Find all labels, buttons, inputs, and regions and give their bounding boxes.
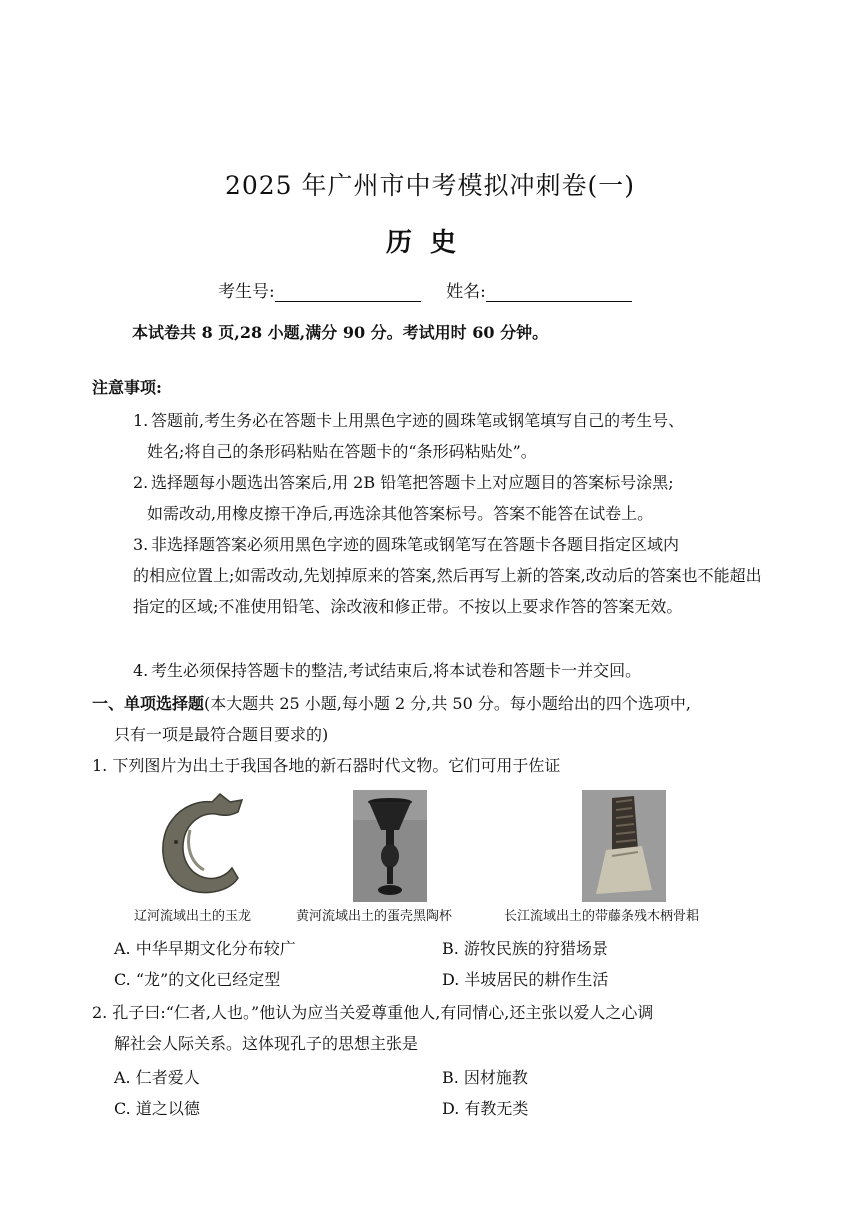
name-label: 姓名: [446,282,486,302]
note-line: 非选择题答案必须用黑色字迹的圆珠笔或钢笔写在答题卡各题目指定区域内 [151,535,680,554]
exam-info: 本试卷共 8 页,28 小题,满分 90 分。考试用时 60 分钟。 [132,323,549,342]
q1-option-d: D. 半坡居民的耕作生活 [442,970,609,989]
question-2-line2: 解社会人际关系。这体现孔子的思想主张是 [114,1034,419,1053]
q2-option-c: C. 道之以德 [114,1099,200,1118]
exam-subject: 历史 [385,228,474,258]
note-continuation: 的相应位置上;如需改动,先划掉原来的答案,然后再写上新的答案,改动后的答案也不能超出指定的区域;不准使用铅笔、涂改液和修正带。不按以上要求作答的答案无效。 [133,566,762,616]
caption-bone-spade: 长江流域出土的带藤条残木柄骨耜 [504,909,700,924]
note-item [133,405,769,467]
note-item [133,529,769,622]
q1-option-a: A. 中华早期文化分布较广 [114,939,296,958]
black-pottery-cup-image [353,790,427,902]
caption-jade-dragon: 辽河流域出土的玉龙 [134,909,252,924]
question-1-stem: 1. 下列图片为出土于我国各地的新石器时代文物。它们可用于佐证 [92,756,561,775]
question-2-line1: 2. 孔子曰:“仁者,人也。”他认为应当关爱尊重他人,有同情心,还主张以爱人之心调 [92,1003,654,1022]
q2-option-d: D. 有教无类 [442,1099,529,1118]
note-number: 3. [133,535,149,554]
candidate-info-line [218,277,652,302]
q2-option-a: A. 仁者爱人 [114,1068,200,1087]
section-one-heading [92,688,772,750]
note-line: 选择题每小题选出答案后,用 2B 铅笔把答题卡上对应题目的答案标号涂黑; [151,473,674,492]
q1-option-c: C. “龙”的文化已经定型 [114,970,281,989]
bone-spade-image [582,790,666,902]
note-item [133,655,769,686]
section-title: 一、单项选择题 [92,694,205,713]
question-2-stem [92,997,772,1059]
note-continuation: 如需改动,用橡皮擦干净后,再选涂其他答案标号。答案不能答在试卷上。 [147,504,654,523]
exam-no-blank [275,283,421,302]
exam-no-label: 考生号: [218,282,275,302]
note-line: 考生必须保持答题卡的整洁,考试结束后,将本试卷和答题卡一并交回。 [151,661,642,680]
note-number: 1. [133,411,149,430]
jade-dragon-image [150,790,260,902]
exam-title: 2025 年广州市中考模拟冲刺卷(一) [224,171,636,200]
note-item [133,467,769,529]
note-line: 答题前,考生务必在答题卡上用黑色字迹的圆珠笔或钢笔填写自己的考生号、 [151,411,685,430]
note-continuation: 姓名;将自己的条形码粘贴在答题卡的“条形码粘贴处”。 [147,442,537,461]
q2-option-b: B. 因材施教 [442,1068,528,1087]
q1-option-b: B. 游牧民族的狩猎场景 [442,939,608,958]
caption-pottery-cup: 黄河流域出土的蛋壳黑陶杯 [296,909,453,924]
section-desc: (本大题共 25 小题,每小题 2 分,共 50 分。每小题给出的四个选项中, [204,694,691,713]
note-number: 4. [133,661,149,680]
section-desc-continued: 只有一项是最符合题目要求的) [114,725,329,744]
notes-heading: 注意事项: [92,378,162,397]
name-blank [486,283,632,302]
note-number: 2. [133,473,149,492]
